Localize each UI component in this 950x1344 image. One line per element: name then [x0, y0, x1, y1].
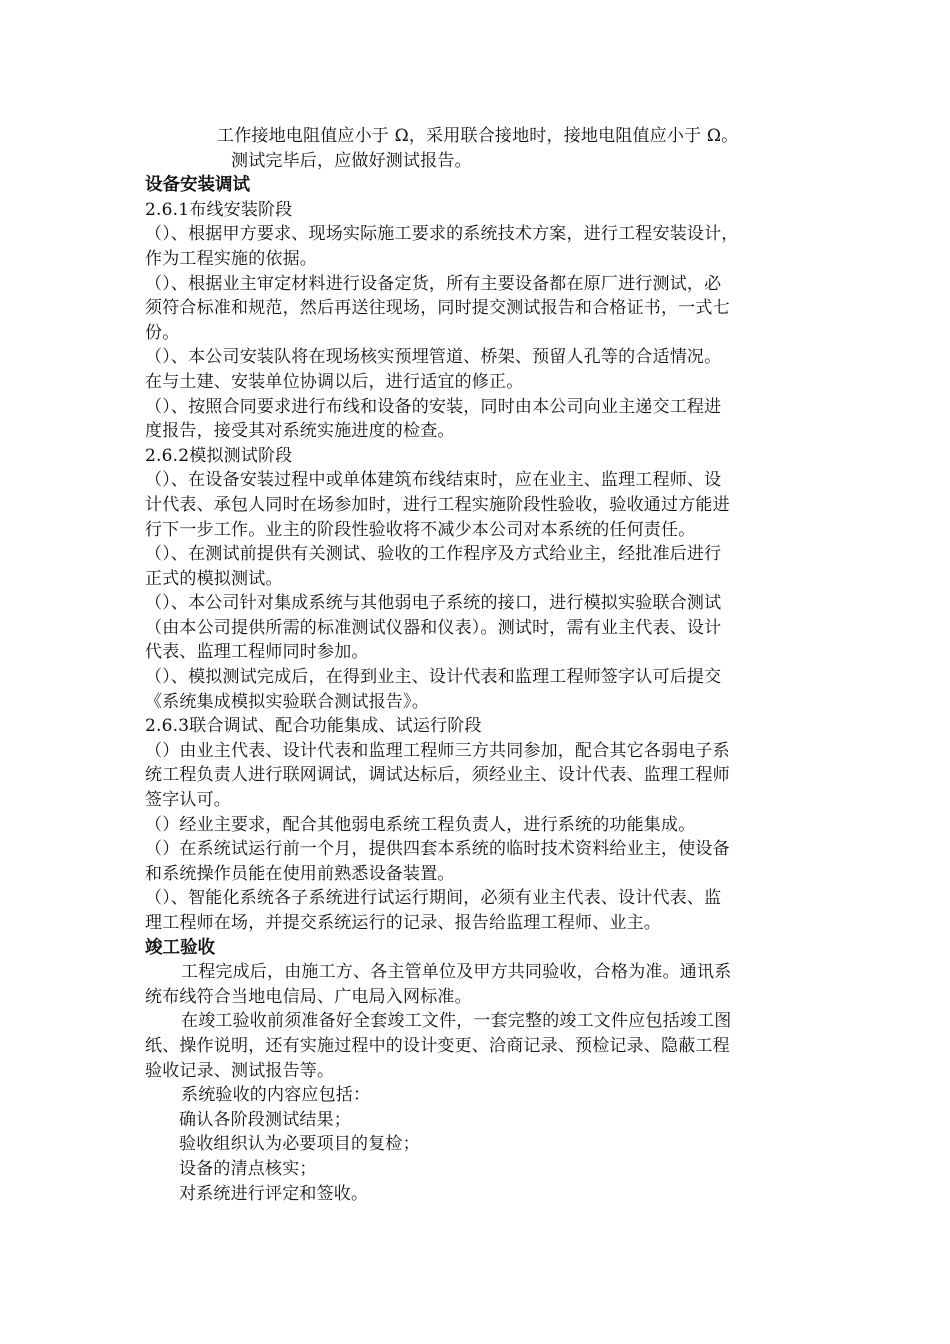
body-line: 计代表、承包人同时在场参加时，进行工程实施阶段性验收，验收通过方能进 [145, 494, 730, 515]
subsection-title-2-6-3: 2.6.3联合调试、配合功能集成、试运行阶段 [145, 716, 482, 737]
list-item: 验收组织认为必要项目的复检； [179, 1134, 420, 1155]
subsection-title-2-6-2: 2.6.2模拟测试阶段 [145, 445, 293, 466]
acceptance-list-intro: 系统验收的内容应包括： [181, 1085, 371, 1106]
section-heading-acceptance: 竣工验收 [145, 937, 215, 958]
body-line: 在竣工验收前须准备好全套竣工文件，一套完整的竣工文件应包括竣工图 [181, 1011, 732, 1032]
body-line: 代表、监理工程师同时参加。 [145, 642, 369, 663]
body-line: 统工程负责人进行联网调试，调试达标后，须经业主、设计代表、监理工程师 [145, 765, 730, 786]
body-line: （）经业主要求，配合其他弱电系统工程负责人，进行系统的功能集成。 [145, 814, 696, 835]
body-line: （）、模拟测试完成后，在得到业主、设计代表和监理工程师签字认可后提交 [145, 667, 722, 688]
body-line: 工程完成后，由施工方、各主管单位及甲方共同验收，合格为准。通讯系 [181, 962, 732, 983]
body-line: （）在系统试运行前一个月，提供四套本系统的临时技术资料给业主，使设备 [145, 839, 730, 860]
body-line: 正式的模拟测试。 [145, 568, 283, 589]
intro-line-1: 工作接地电阻值应小于 Ω，采用联合接地时，接地电阻值应小于 Ω。 [217, 126, 739, 146]
body-line: 理工程师在场，并提交系统运行的记录、报告给监理工程师、业主。 [145, 913, 661, 933]
body-line: （）由业主代表、设计代表和监理工程师三方共同参加，配合其它各弱电子系 [145, 740, 730, 761]
body-line: 签字认可。 [145, 790, 231, 811]
list-item: 设备的清点核实； [179, 1158, 317, 1179]
body-line: （）、智能化系统各子系统进行试运行期间，必须有业主代表、设计代表、监 [145, 888, 722, 909]
body-line: 统布线符合当地电信局、广电局入网标准。 [145, 986, 472, 1007]
body-line: （）、根据业主审定材料进行设备定货，所有主要设备都在原厂进行测试，必 [145, 273, 722, 294]
body-line: 作为工程实施的依据。 [145, 248, 317, 269]
body-line: 份。 [145, 322, 180, 343]
list-item: 对系统进行评定和签收。 [179, 1183, 369, 1204]
body-line: 纸、操作说明，还有实施过程中的设计变更、洽商记录、预检记录、隐蔽工程 [145, 1035, 730, 1056]
intro-line-2: 测试完毕后，应做好测试报告。 [231, 150, 472, 171]
body-line: （）、本公司安装队将在现场核实预埋管道、桥架、预留人孔等的合适情况。 [145, 347, 722, 368]
body-line: 须符合标准和规范，然后再送往现场，同时提交测试报告和合格证书，一式七 [145, 298, 730, 319]
body-line: 和系统操作员能在使用前熟悉设备装置。 [145, 863, 455, 884]
body-line: 度报告，接受其对系统实施进度的检查。 [145, 421, 455, 442]
body-line: （由本公司提供所需的标准测试仪器和仪表）。测试时，需有业主代表、设计 [145, 617, 722, 638]
body-line: （）、在设备安装过程中或单体建筑布线结束时，应在业主、监理工程师、设 [145, 470, 722, 491]
list-item: 确认各阶段测试结果； [179, 1109, 351, 1130]
body-line: 验收记录、测试报告等。 [145, 1060, 335, 1081]
body-line: （）、在测试前提供有关测试、验收的工作程序及方式给业主，经批准后进行 [145, 544, 722, 565]
document-page [145, 124, 825, 1206]
body-line: （）、本公司针对集成系统与其他弱电子系统的接口，进行模拟实验联合测试 [145, 593, 722, 614]
section-heading-install: 设备安装调试 [145, 175, 250, 196]
subsection-title-2-6-1: 2.6.1布线安装阶段 [145, 199, 293, 220]
body-line: 《系统集成模拟实验联合测试报告》。 [145, 691, 429, 712]
body-line: 行下一步工作。业主的阶段性验收将不减少本公司对本系统的任何责任。 [145, 519, 696, 540]
body-line: （）、按照合同要求进行布线和设备的安装，同时由本公司向业主递交工程进 [145, 396, 722, 417]
body-line: 在与土建、安装单位协调以后，进行适宜的修正。 [145, 371, 524, 392]
body-line: （）、根据甲方要求、现场实际施工要求的系统技术方案，进行工程安装设计， [145, 224, 739, 245]
